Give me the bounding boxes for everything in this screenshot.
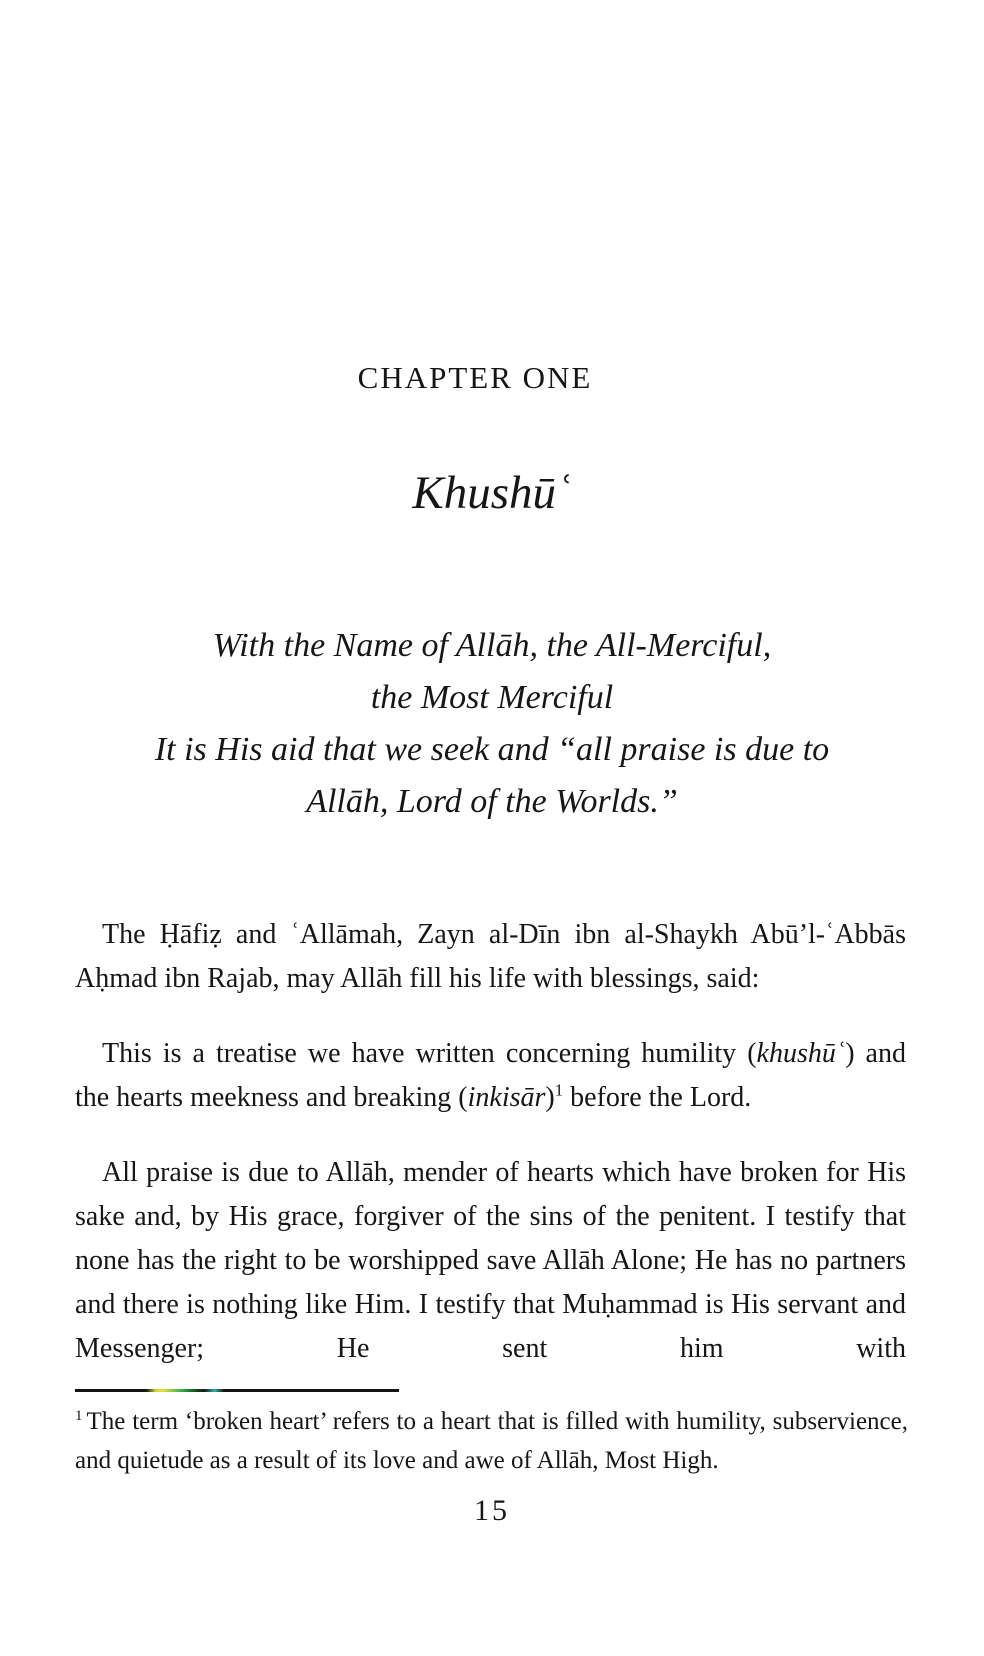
footnote-reference: 1 [554, 1080, 564, 1100]
chapter-heading: CHAPTER ONE [357, 360, 593, 395]
invocation-block [30, 620, 954, 828]
text-run: before the Lord. [563, 1082, 752, 1113]
italic-term: inkisār [467, 1082, 546, 1113]
body-text [75, 913, 906, 1371]
invocation-line: the Most Merciful [370, 679, 614, 716]
body-paragraph [75, 913, 906, 1001]
text-run: All praise is due to Allāh, mender of hearts which have broken for His sake and, by His grace, forgiver of the sins of the penitent. I testify that none has the right to be worshipped save Allāh Alone; He has no partners and there is nothing like Him. I testify that Muḥammad is His servant and Messenger; He sent him with [75, 1157, 906, 1364]
italic-term: khushūʿ [756, 1038, 846, 1069]
text-run: This is a treatise we have written concerning humility ( [102, 1038, 757, 1069]
body-paragraph [75, 1151, 906, 1371]
text-run: ) and the hearts meekness and breaking ( [75, 1038, 906, 1113]
invocation-line: Allāh, Lord of the Worlds.” [306, 783, 678, 820]
body-paragraph [75, 1032, 906, 1120]
invocation-line: It is His aid that we seek and “all praise is due to [154, 731, 830, 768]
text-run: ) [545, 1082, 555, 1113]
footnote [75, 1402, 908, 1480]
invocation-line: With the Name of Allāh, the All-Merciful, [212, 627, 772, 664]
footnote-separator-rule [75, 1389, 399, 1392]
page-number: 15 [474, 1494, 510, 1527]
footnote-marker: 1 [75, 1407, 83, 1424]
footnote-text: The term ‘broken heart’ refers to a heart that is filled with humility, subservience, and quietude as a result of its love and awe of Allāh, Most High. [75, 1408, 908, 1474]
chapter-title: Khushūʿ [412, 467, 572, 519]
text-run: The Ḥāfiẓ and ʿAllāmah, Zayn al-Dīn ibn al-Shaykh Abū’l-ʿAbbās Aḥmad ibn Rajab, may Allāh fill his life with blessings, said: [75, 919, 906, 994]
